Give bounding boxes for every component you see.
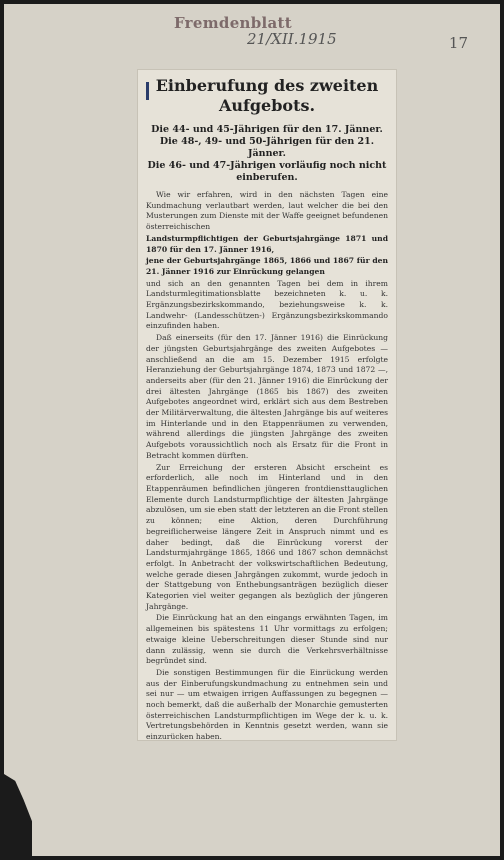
paragraph: Landsturmpflichtigen der Geburtsjahrgänge 1871 und 1870 für den 17. Jänner 1916, [146,233,388,254]
paper-sheet [4,4,500,856]
subhead: Die 46- und 47-Jährigen vorläufig noch nicht einberufen. [147,160,387,183]
subhead: Die 44- und 45-Jährigen für den 17. Jänner. [151,124,383,135]
torn-corner [4,774,32,860]
subhead: Die 48-, 49- und 50-Jährigen für den 21. Jänner. [159,136,375,159]
paragraph: Die sonstigen Bestimmungen für die Einrückung werden aus der Einberufungskundmachung zu entnehmen sein und sei nur — um etwaigen irrigen Auffassungen zu begegnen — noch bemerkt, daß die außerhalb der Monarchie gemusterten österreichischen Landsturmpflichtigen im Wege der k. u. k. Vertretungsbehörden in Kenntnis gesetzt werden, wann sie einzurücken haben. [146,667,388,742]
article-headline: Einberufung des zweiten Aufgebots. [155,76,379,115]
paragraph: Daß einerseits (für den 17. Jänner 1916) die Einrückung der jüngsten Geburtsjahrgänge des zweiten Aufgebotes — anschließend an die am 15. Dezember 1915 erfolgte Heranziehung der Geburtsjahrgänge 1874, 1873 und 1872 —, anderseits aber (für den 21. Jänner 1916) die Einrückung der drei ältesten Jahrgänge (1865 bis 1867) des zweiten Aufgebotes angeordnet wird, erklärt sich aus dem Bestreben der Militärverwaltung, die ältesten Jahrgänge bis auf weiteres im Hinterlande und in den Etappenräumen zu verwenden, während allerdings die jüngsten Jahrgänge des zweiten Aufgebots voraussichtlich noch als Ersatz für die Front in Betracht kommen dürften. [146,333,388,460]
handwritten-date: 21/XII.1915 [247,30,337,48]
paragraph: und sich an den genannten Tagen bei dem in ihrem Landsturmlegitimationsblatte bezeichneten k. u. k. Ergänzungsbezirkskommando, beziehungsweise k. k. Landwehr- (Landesschützen-) Ergänzungsbezirkskommando einzufinden haben. [146,278,388,331]
paragraph: jene der Geburtsjahrgänge 1865, 1866 und 1867 für den 21. Jänner 1916 zur Einrückung gelangen [146,256,388,276]
article-column [146,74,388,744]
article-body [146,190,388,743]
paragraph: Die Einrückung hat an den eingangs erwähnten Tagen, im allgemeinen bis spätestens 11 Uhr vormittags zu erfolgen; etwaige kleine Ueberschreitungen dieser Stunde sind nur dann zulässig, wenn sie durch die Verkehrsverhältnisse begründet sind. [146,613,388,666]
paragraph: Zur Erreichung der ersteren Absicht erscheint es erforderlich, alle noch im Hinterland und in den Etappenräumen befindlichen jüngeren frontdiensttauglichen Elemente durch Landsturmpflichtige der ältesten Jahrgänge abzulösen, um sie eben statt der letzteren an die Front stellen zu können; eine Aktion, deren Durchführung begreiflicherweise längere Zeit in Anspruch nimmt und es daher bedingt, daß die Einrückung vorerst der Landsturmjahrgänge 1865, 1866 und 1867 schon demnächst erfolgt. In Anbetracht der volkswirtschaftlichen Bedeutung, welche gerade diesen Jahrgängen zukommt, wurde jedoch in der Stattgebung von Enthebungsanträgen bezüglich dieser Kategorien viel weiter gegangen als bezüglich der jüngeren Jahrgänge. [146,462,388,611]
page-number: 17 [448,34,468,52]
newspaper-stamp: Fremdenblatt [174,14,293,32]
paragraph: Wie wir erfahren, wird in den nächsten Tagen eine Kundmachung verlautbart werden, laut welcher die bei den Musterungen zum Dienste mit der Waffe geeignet befundenen österreichischen [146,190,388,232]
newspaper-clipping [138,70,396,740]
